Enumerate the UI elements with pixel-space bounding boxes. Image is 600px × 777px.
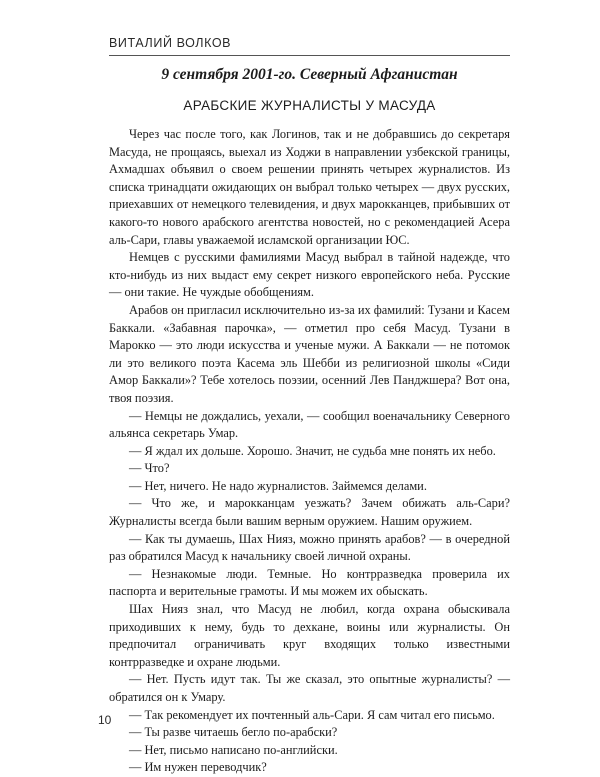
page-number: 10 — [98, 713, 112, 727]
dialogue-line: — Нет, ничего. Не надо журналистов. Займемся делами. — [129, 478, 427, 493]
dialogue-line: — Как ты думаешь, Шах Нияз, можно принять арабов? — в очередной раз обратился Масуд к начальнику своей личной охраны. — [109, 531, 510, 564]
dialogue-line: — Что? — [129, 461, 170, 476]
chapter-title: АРАБСКИЕ ЖУРНАЛИСТЫ У МАСУДА — [183, 98, 436, 113]
body-text — [109, 126, 510, 777]
paragraph: Немцев с русскими фамилиями Масуд выбрал в тайной надежде, что кто-нибудь из них выдаст ему секрет низкого европейского неба. Русские — они такие. Не чуждые обобщениям. — [109, 250, 510, 300]
dialogue-line: — Нет, письмо написано по-английски. — [129, 742, 338, 757]
running-head-author: ВИТАЛИЙ ВОЛКОВ — [109, 36, 232, 50]
dialogue-line: — Я ждал их дольше. Хорошо. Значит, не судьба мне понять их небо. — [129, 443, 496, 458]
dialogue-line: — Что же, и марокканцам уезжать? Зачем обижать аль-Сари? Журналисты всегда были вашим верным оружием. Нашим оружием. — [109, 496, 510, 529]
dialogue-line: — Незнакомые люди. Темные. Но контрразведка проверила их паспорта и верительные грамоты. И мы можем их обыскать. — [109, 566, 510, 599]
dialogue-line: — Им нужен переводчик? — [129, 760, 267, 775]
paragraph: Шах Нияз знал, что Масуд не любил, когда охрана обыскивала приходивших к нему, будь то дехкане, воины или журналисты. Он предпочитал ограничивать круг входящих только известными контрразведке и охране людьми. — [109, 602, 510, 669]
paragraph: Арабов он пригласил исключительно из-за их фамилий: Тузани и Касем Баккали. «Забавная парочка», — отметил про себя Масуд. Тузани в Марокко — это люди искусства и ученые мужи. А Баккали — не потомок ли это великого поэта Касема эль Шебби из религиозной школы «Сиди Амор Баккали»? Тебе хотелось поэзии, осенний Лев Панджшера? Вот она, твоя поэзия. — [109, 302, 510, 405]
header-rule — [109, 55, 510, 56]
date-heading: 9 сентября 2001-го. Северный Афганистан — [161, 66, 458, 83]
dialogue-line: — Нет. Пусть идут так. Ты же сказал, это опытные журналисты? — обратился он к Умару. — [109, 672, 510, 704]
dialogue-line: — Немцы не дождались, уехали, — сообщил военачальнику Северного альянса секретарь Умар. — [109, 408, 510, 441]
paragraph: Через час после того, как Логинов, так и не добравшись до секретаря Масуда, не прощаясь, выехал из Ходжи в направлении узбекской границы, Ахмадшах объявил о своем решении принять четырех журналистов. Из списка тринадцати ожидающих он выбрал только четырех — двух русских, приехавших от немецкого телевидения, и двух марокканцев, прибывших от какого-то нового арабского агентства новостей, но с рекомендацией Асера аль-Сари, главы уважаемой исламской организации ЮС. — [109, 127, 510, 247]
dialogue-line: — Ты разве читаешь бегло по-арабски? — [129, 725, 338, 740]
dialogue-line: — Так рекомендует их почтенный аль-Сари. Я сам читал его письмо. — [129, 707, 495, 722]
